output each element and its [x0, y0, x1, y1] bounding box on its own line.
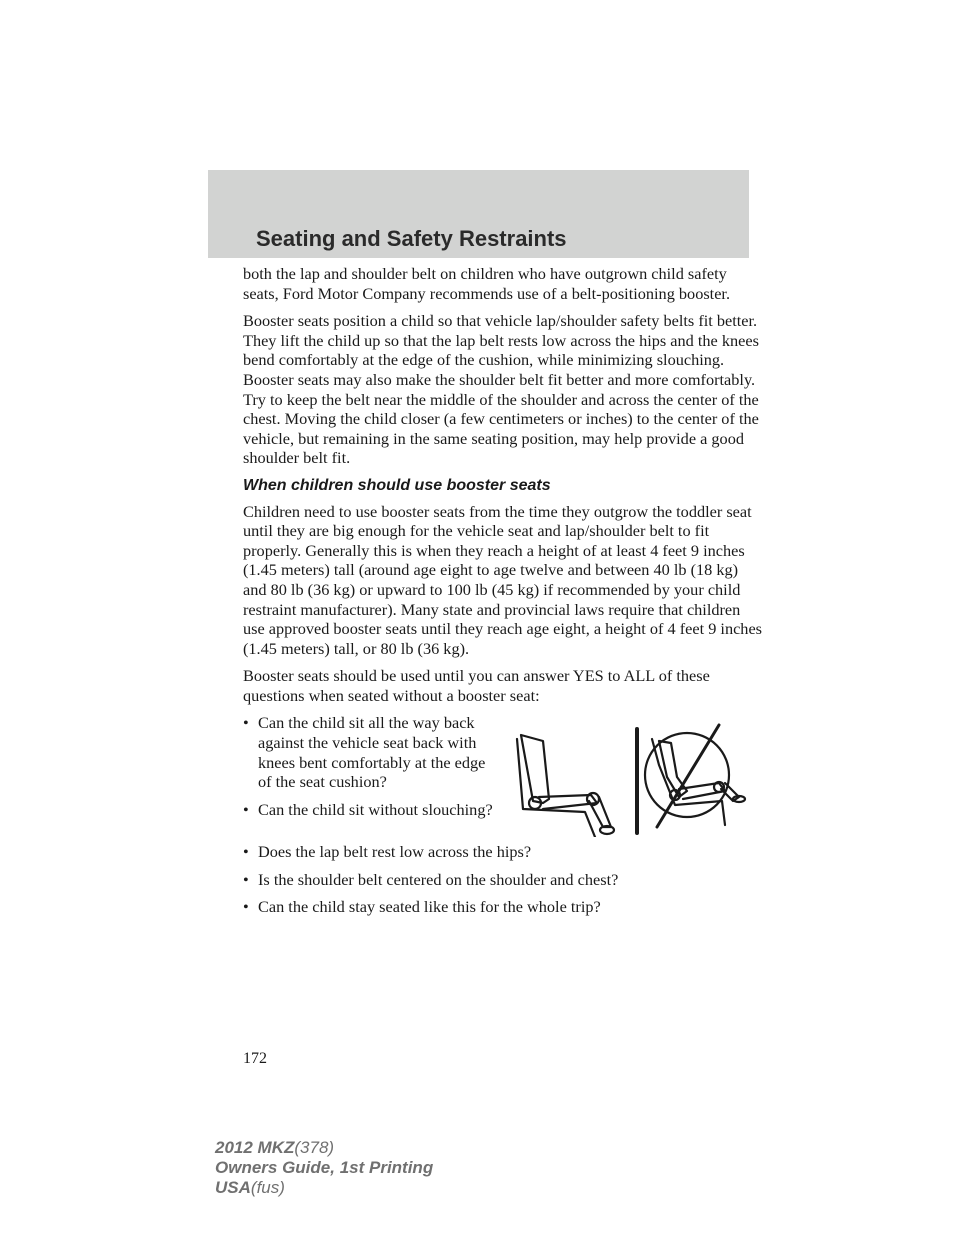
illustrated-questions — [243, 713, 763, 842]
section-header — [208, 170, 749, 258]
footer-region: USA — [215, 1178, 251, 1197]
list-item: • Can the child sit without slouching? — [243, 800, 493, 820]
page-title: Seating and Safety Restraints — [256, 226, 567, 251]
list-item: • Can the child sit all the way back against the vehicle seat back with knees bent comfortably at the edge of the seat cushion? — [243, 713, 493, 791]
footer-model-code: (378) — [294, 1138, 335, 1157]
question-list-continued — [243, 842, 763, 917]
list-item: • Does the lap belt rest low across the hips? — [243, 842, 763, 862]
page-number: 172 — [243, 1050, 267, 1067]
child-seat-diagram-icon — [507, 717, 747, 837]
print-footer — [215, 1138, 433, 1198]
seating-illustration — [507, 717, 747, 842]
main-content — [243, 264, 763, 925]
section-heading: When children should use booster seats — [243, 476, 551, 494]
footer-guide: Owners Guide, 1st Printing — [215, 1158, 434, 1177]
paragraph: Booster seats position a child so that vehicle lap/shoulder safety belts fit better. They lift the child up so that the lap belt rests low across the hips and the knees bend comfortably at the edge of the cushion, while minimizing slouching. Booster seats may also make the shoulder belt fit better and more comfortably. Try to keep the belt near the middle of the shoulder and across the center of the chest. Moving the child closer (a few centimeters or inches) to the center of the vehicle, but remaining in the same seating position, may help provide a good shoulder belt fit. — [243, 311, 759, 468]
footer-model: 2012 MKZ — [215, 1138, 295, 1157]
list-item: • Can the child stay seated like this for the whole trip? — [243, 897, 763, 917]
question-list — [243, 713, 493, 827]
footer-region-code: (fus) — [250, 1178, 285, 1197]
paragraph: Booster seats should be used until you can answer YES to ALL of these questions when seated without a booster seat: — [243, 666, 710, 705]
paragraph: Children need to use booster seats from the time they outgrow the toddler seat until they are big enough for the vehicle seat and lap/shoulder belt to fit properly. Generally this is when they reach a height of at least 4 feet 9 inches (1.45 meters) tall (around age eight to age twelve and between 40 lb (18 kg) and 80 lb (36 kg) or upward to 100 lb (45 kg) if recommended by your child restraint manufacturer). Many state and provincial laws require that children use approved booster seats until they reach age eight, a height of 4 feet 9 inches (1.45 meters) tall, or 80 lb (36 kg). — [243, 501, 763, 658]
list-item: • Is the shoulder belt centered on the shoulder and chest? — [243, 870, 763, 890]
paragraph: both the lap and shoulder belt on children who have outgrown child safety seats, Ford Motor Company recommends use of a belt-positioning booster. — [243, 264, 731, 303]
